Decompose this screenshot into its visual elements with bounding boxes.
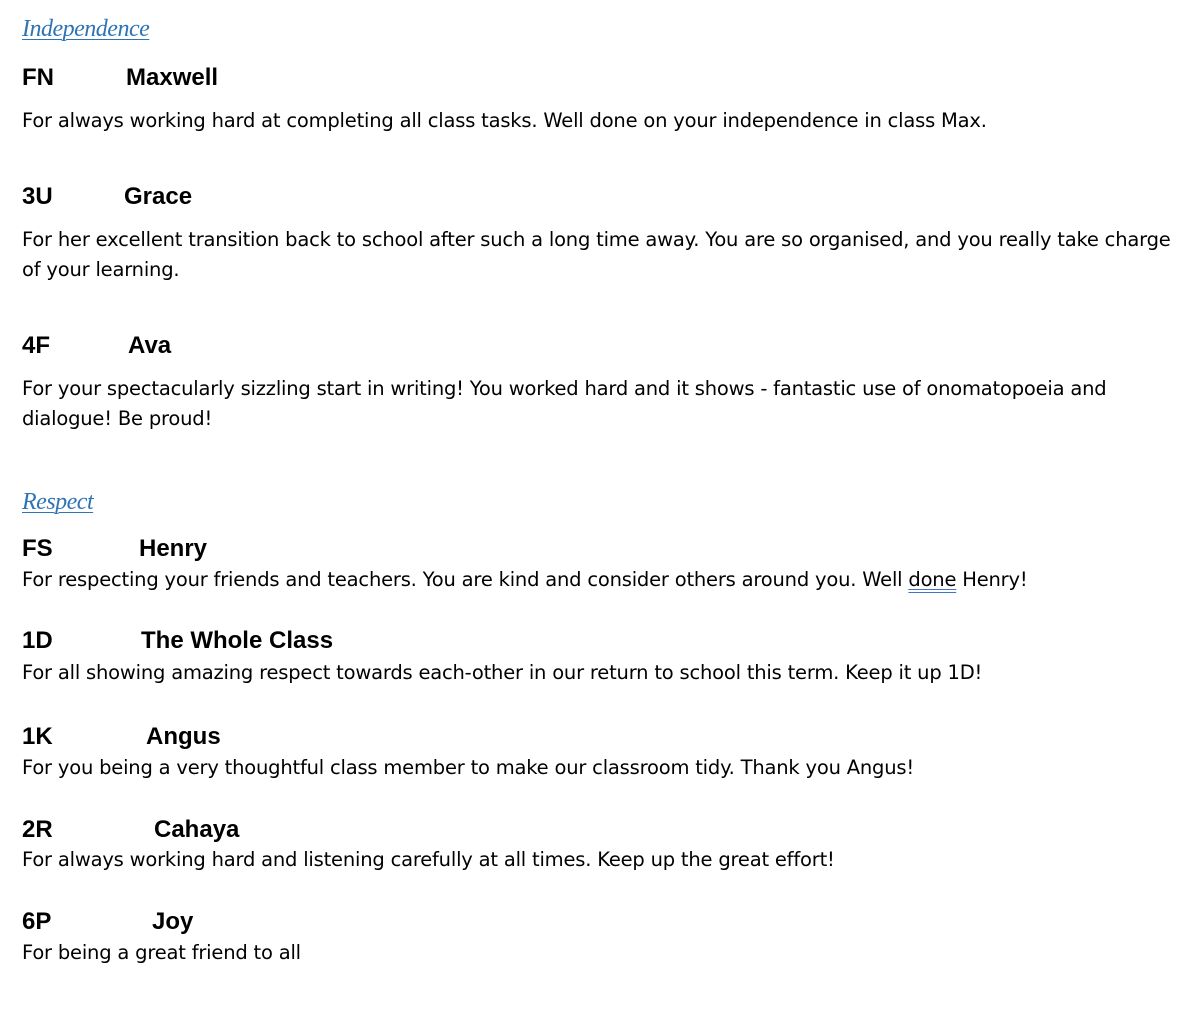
award-description: For always working hard and listening carefully at all times. Keep up the great effort! [22, 848, 835, 871]
class-code: FS [22, 535, 53, 562]
student-name: Henry [139, 535, 208, 562]
class-code: 3U [22, 183, 53, 210]
class-code: FN [22, 64, 54, 91]
student-name: The Whole Class [141, 627, 334, 654]
class-code: 4F [22, 332, 51, 359]
award-description-part: For respecting your friends and teachers. You are kind and consider others around you. Well [22, 568, 909, 591]
section-heading-respect: Respect [22, 489, 94, 515]
section-heading-independence: Independence [22, 16, 150, 42]
award-description: For being a great friend to all [22, 941, 301, 964]
spellcheck-marked-word: done [908, 568, 957, 591]
student-name: Grace [124, 183, 193, 210]
award-description: For always working hard at completing all class tasks. Well done on your independence in class Max. [22, 109, 987, 132]
student-name: Ava [128, 332, 172, 359]
student-name: Cahaya [154, 816, 240, 843]
award-description-part: Henry! [956, 568, 1028, 591]
award-description [22, 565, 1182, 595]
award-description: For her excellent transition back to school after such a long time away. You are so organised, and you really take charge of your learning. [22, 228, 1171, 281]
class-code: 1D [22, 627, 53, 654]
award-description: For you being a very thoughtful class member to make our classroom tidy. Thank you Angus! [22, 756, 914, 779]
student-name: Maxwell [126, 64, 219, 91]
class-code: 2R [22, 816, 53, 843]
student-name: Angus [146, 723, 221, 750]
award-description: For all showing amazing respect towards each-other in our return to school this term. Keep it up 1D! [22, 661, 983, 684]
award-description: For your spectacularly sizzling start in writing! You worked hard and it shows - fantastic use of onomatopoeia and dialogue! Be proud! [22, 377, 1107, 430]
student-name: Joy [152, 908, 194, 935]
class-code: 1K [22, 723, 53, 750]
class-code: 6P [22, 908, 52, 935]
